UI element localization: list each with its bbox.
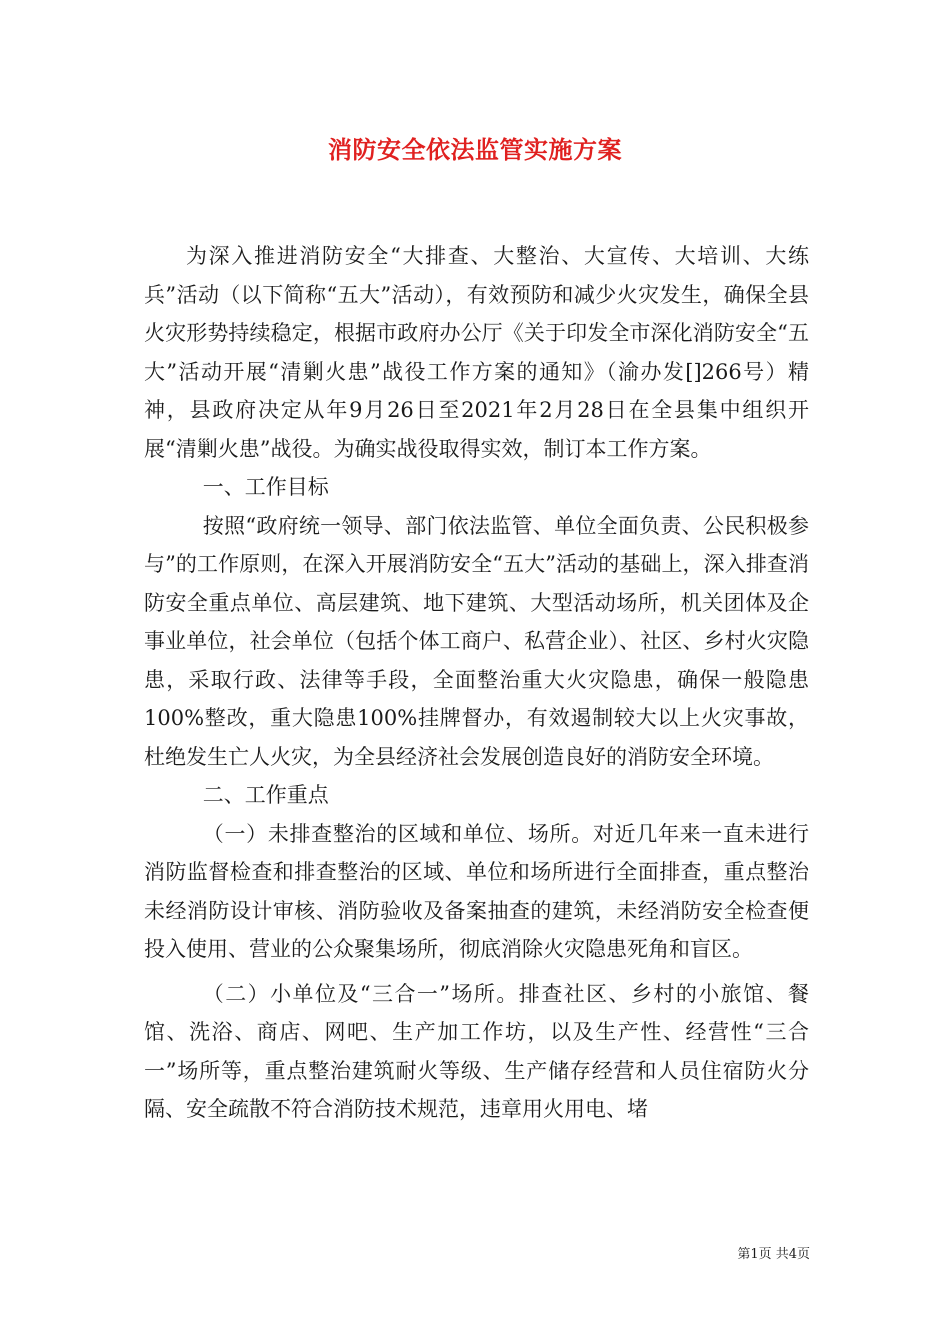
goals-paragraph: 按照“政府统一领导、部门依法监管、单位全面负责、公民积极参与”的工作原则，在深入开展消防安全“五大”活动的基础上，深入排查消防安全重点单位、高层建筑、地下建筑、大型活动场所，机关团体及企事业单位，社会单位（包括个体工商户、私营企业）、社区、乡村火灾隐患，采取行政、法律等手段，全面整治重大火灾隐患，确保一般隐患100%整改，重大隐患100%挂牌督办，有效遏制较大以上火灾事故，杜绝发生亡人火灾，为全县经济社会发展创造良好的消防安全环境。: [144, 513, 809, 769]
page-number: 第1页 共4页: [737, 1247, 810, 1262]
intro-paragraph: 为深入推进消防安全“大排查、大整治、大宣传、大培训、大练兵”活动（以下简称“五大”活动），有效预防和减少火灾发生，确保全县火灾形势持续稳定，根据市政府办公厅《关于印发全市深化消防安全“五大”活动开展“清剿火患”战役工作方案的通知》（渝办发[]266号）精神，县政府决定从年9月26日至2021年2月28日在全县集中组织开展“清剿火患”战役。为确实战役取得实效，制订本工作方案。: [144, 244, 809, 461]
section-heading-goals: 一、工作目标: [202, 475, 329, 499]
focus-point-1: （一）未排查整治的区域和单位、场所。对近几年来一直未进行消防监督检查和排查整治的区域、单位和场所进行全面排查，重点整治未经消防设计审核、消防验收及备案抽查的建筑，未经消防安全检查便投入使用、营业的公众聚集场所，彻底消除火灾隐患死角和盲区。: [144, 821, 809, 961]
document-title: 消防安全依法监管实施方案: [328, 135, 622, 164]
section-heading-focus: 二、工作重点: [202, 783, 329, 807]
document-body: [144, 237, 809, 1129]
focus-point-2: （二）小单位及“三合一”场所。排查社区、乡村的小旅馆、餐馆、洗浴、商店、网吧、生产加工作坊，以及生产性、经营性“三合一”场所等，重点整治建筑耐火等级、生产储存经营和人员住宿防火分隔、安全疏散不符合消防技术规范，违章用火用电、堵: [144, 981, 809, 1121]
